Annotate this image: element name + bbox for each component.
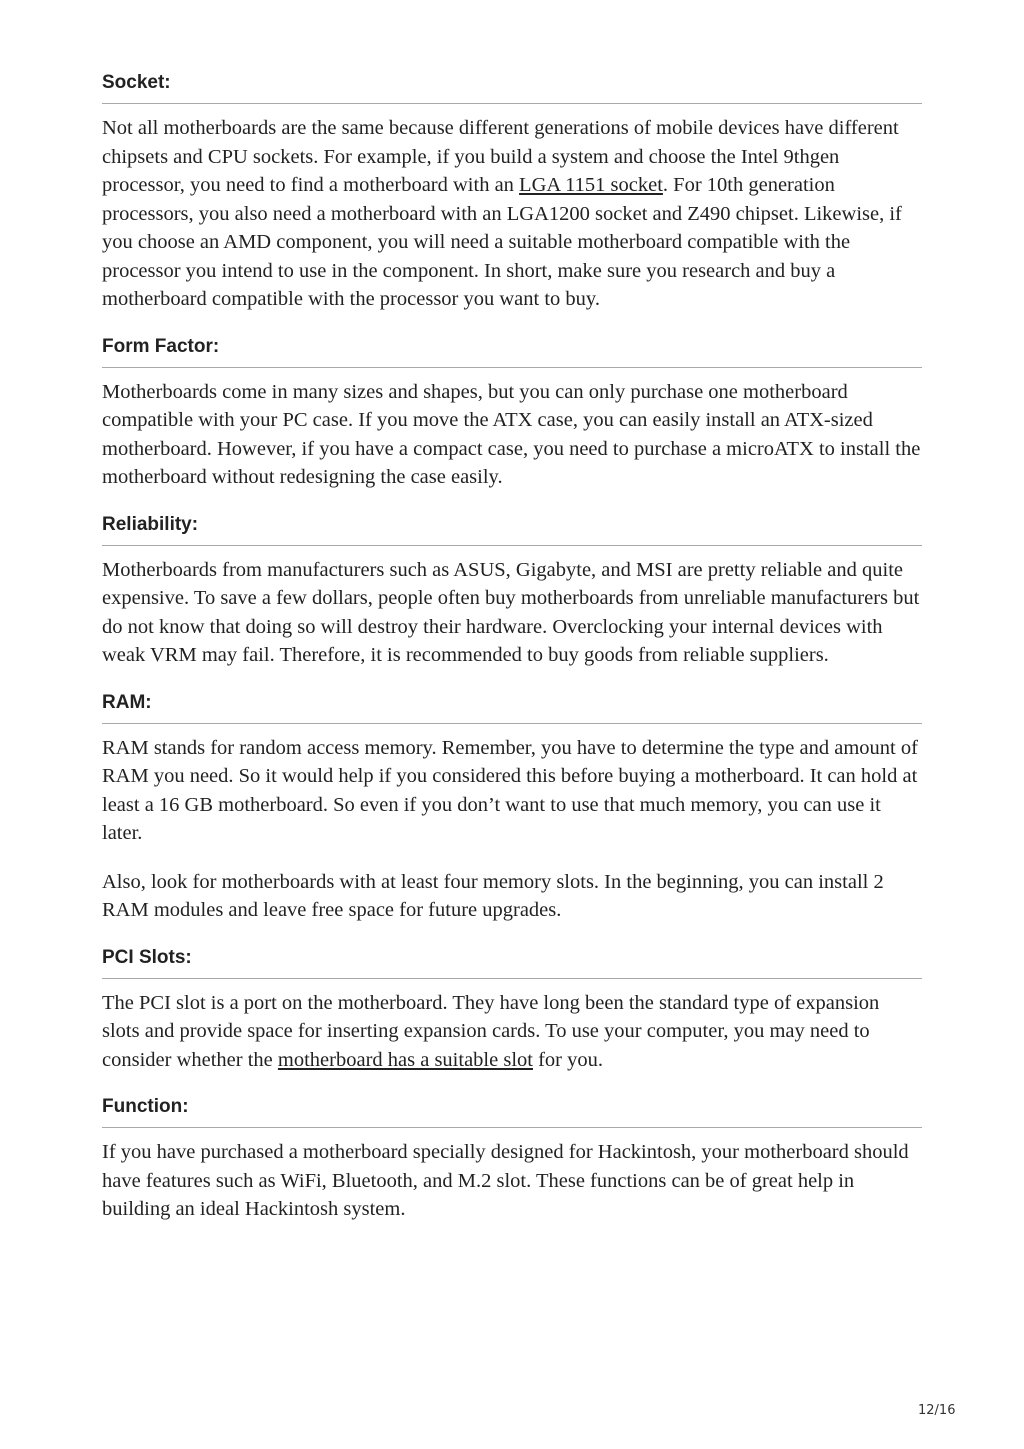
section-function bbox=[102, 1094, 922, 1224]
suitable-slot-link[interactable]: motherboard has a suitable slot bbox=[277, 1048, 533, 1071]
section-form-factor bbox=[102, 334, 922, 492]
article-body bbox=[102, 70, 922, 1244]
lga-1151-socket-link[interactable]: LGA 1151 socket bbox=[519, 174, 663, 196]
paragraph: Also, look for motherboards with at least four memory slots. In the beginning, you can install 2 RAM modules and leave free space for future upgrades. bbox=[102, 870, 884, 921]
paragraph: If you have purchased a motherboard specially designed for Hackintosh, your motherboard should have features such as WiFi, Bluetooth, and M.2 slot. These functions can be of great help in building an ideal Hackintosh system. bbox=[102, 1141, 909, 1220]
paragraph: Motherboards from manufacturers such as ASUS, Gigabyte, and MSI are pretty reliable and quite expensive. To save a few dollars, people often buy motherboards from unreliable manufacturers but do not know that doing so will destroy their hardware. Overclocking your internal devices with weak VRM may fail. Therefore, it is recommended to buy goods from reliable suppliers. bbox=[102, 558, 920, 666]
page-number: 12/16 bbox=[918, 1403, 956, 1418]
section-heading: Form Factor: bbox=[102, 334, 922, 368]
paragraph-text: for you. bbox=[532, 1048, 603, 1071]
paragraph-text: The PCI slot is a port on the motherboard. They have long been the standard type of expansion slots and provide space for inserting expansion cards. To use your computer, you may need to consider whether the bbox=[102, 991, 880, 1071]
section-pci-slots bbox=[102, 945, 922, 1075]
section-heading: Function: bbox=[102, 1094, 922, 1128]
section-heading: Socket: bbox=[102, 70, 922, 104]
section-heading: PCI Slots: bbox=[102, 945, 922, 979]
paragraph bbox=[102, 114, 922, 314]
paragraph: Motherboards come in many sizes and shapes, but you can only purchase one motherboard compatible with your PC case. If you move the ATX case, you can easily install an ATX-sized motherboard. However, if you have a compact case, you need to purchase a microATX to install the motherboard without redesigning the case easily. bbox=[102, 380, 921, 488]
section-heading: RAM: bbox=[102, 690, 922, 724]
section-socket bbox=[102, 70, 922, 314]
section-heading: Reliability: bbox=[102, 512, 922, 546]
paragraph bbox=[102, 989, 922, 1075]
paragraph-text: Not all motherboards are the same because different generations of mobile devices have different chipsets and CPU sockets. For example, if you build a system and choose the Intel 9thgen processor, you need to find a motherboard with an bbox=[102, 117, 899, 196]
paragraph: RAM stands for random access memory. Remember, you have to determine the type and amount of RAM you need. So it would help if you considered this before buying a motherboard. It can hold at least a 16 GB motherboard. So even if you don’t want to use that much memory, you can use it later. bbox=[102, 736, 918, 844]
section-reliability bbox=[102, 512, 922, 670]
section-ram bbox=[102, 690, 922, 925]
paragraph-text: . For 10th generation processors, you also need a motherboard with an LGA1200 socket and Z490 chipset. Likewise, if you choose an AMD component, you will need a suitable motherboard compatible with the processor you intend to use in the component. In short, make sure you research and buy a motherboard compatible with the processor you want to buy. bbox=[102, 174, 902, 310]
